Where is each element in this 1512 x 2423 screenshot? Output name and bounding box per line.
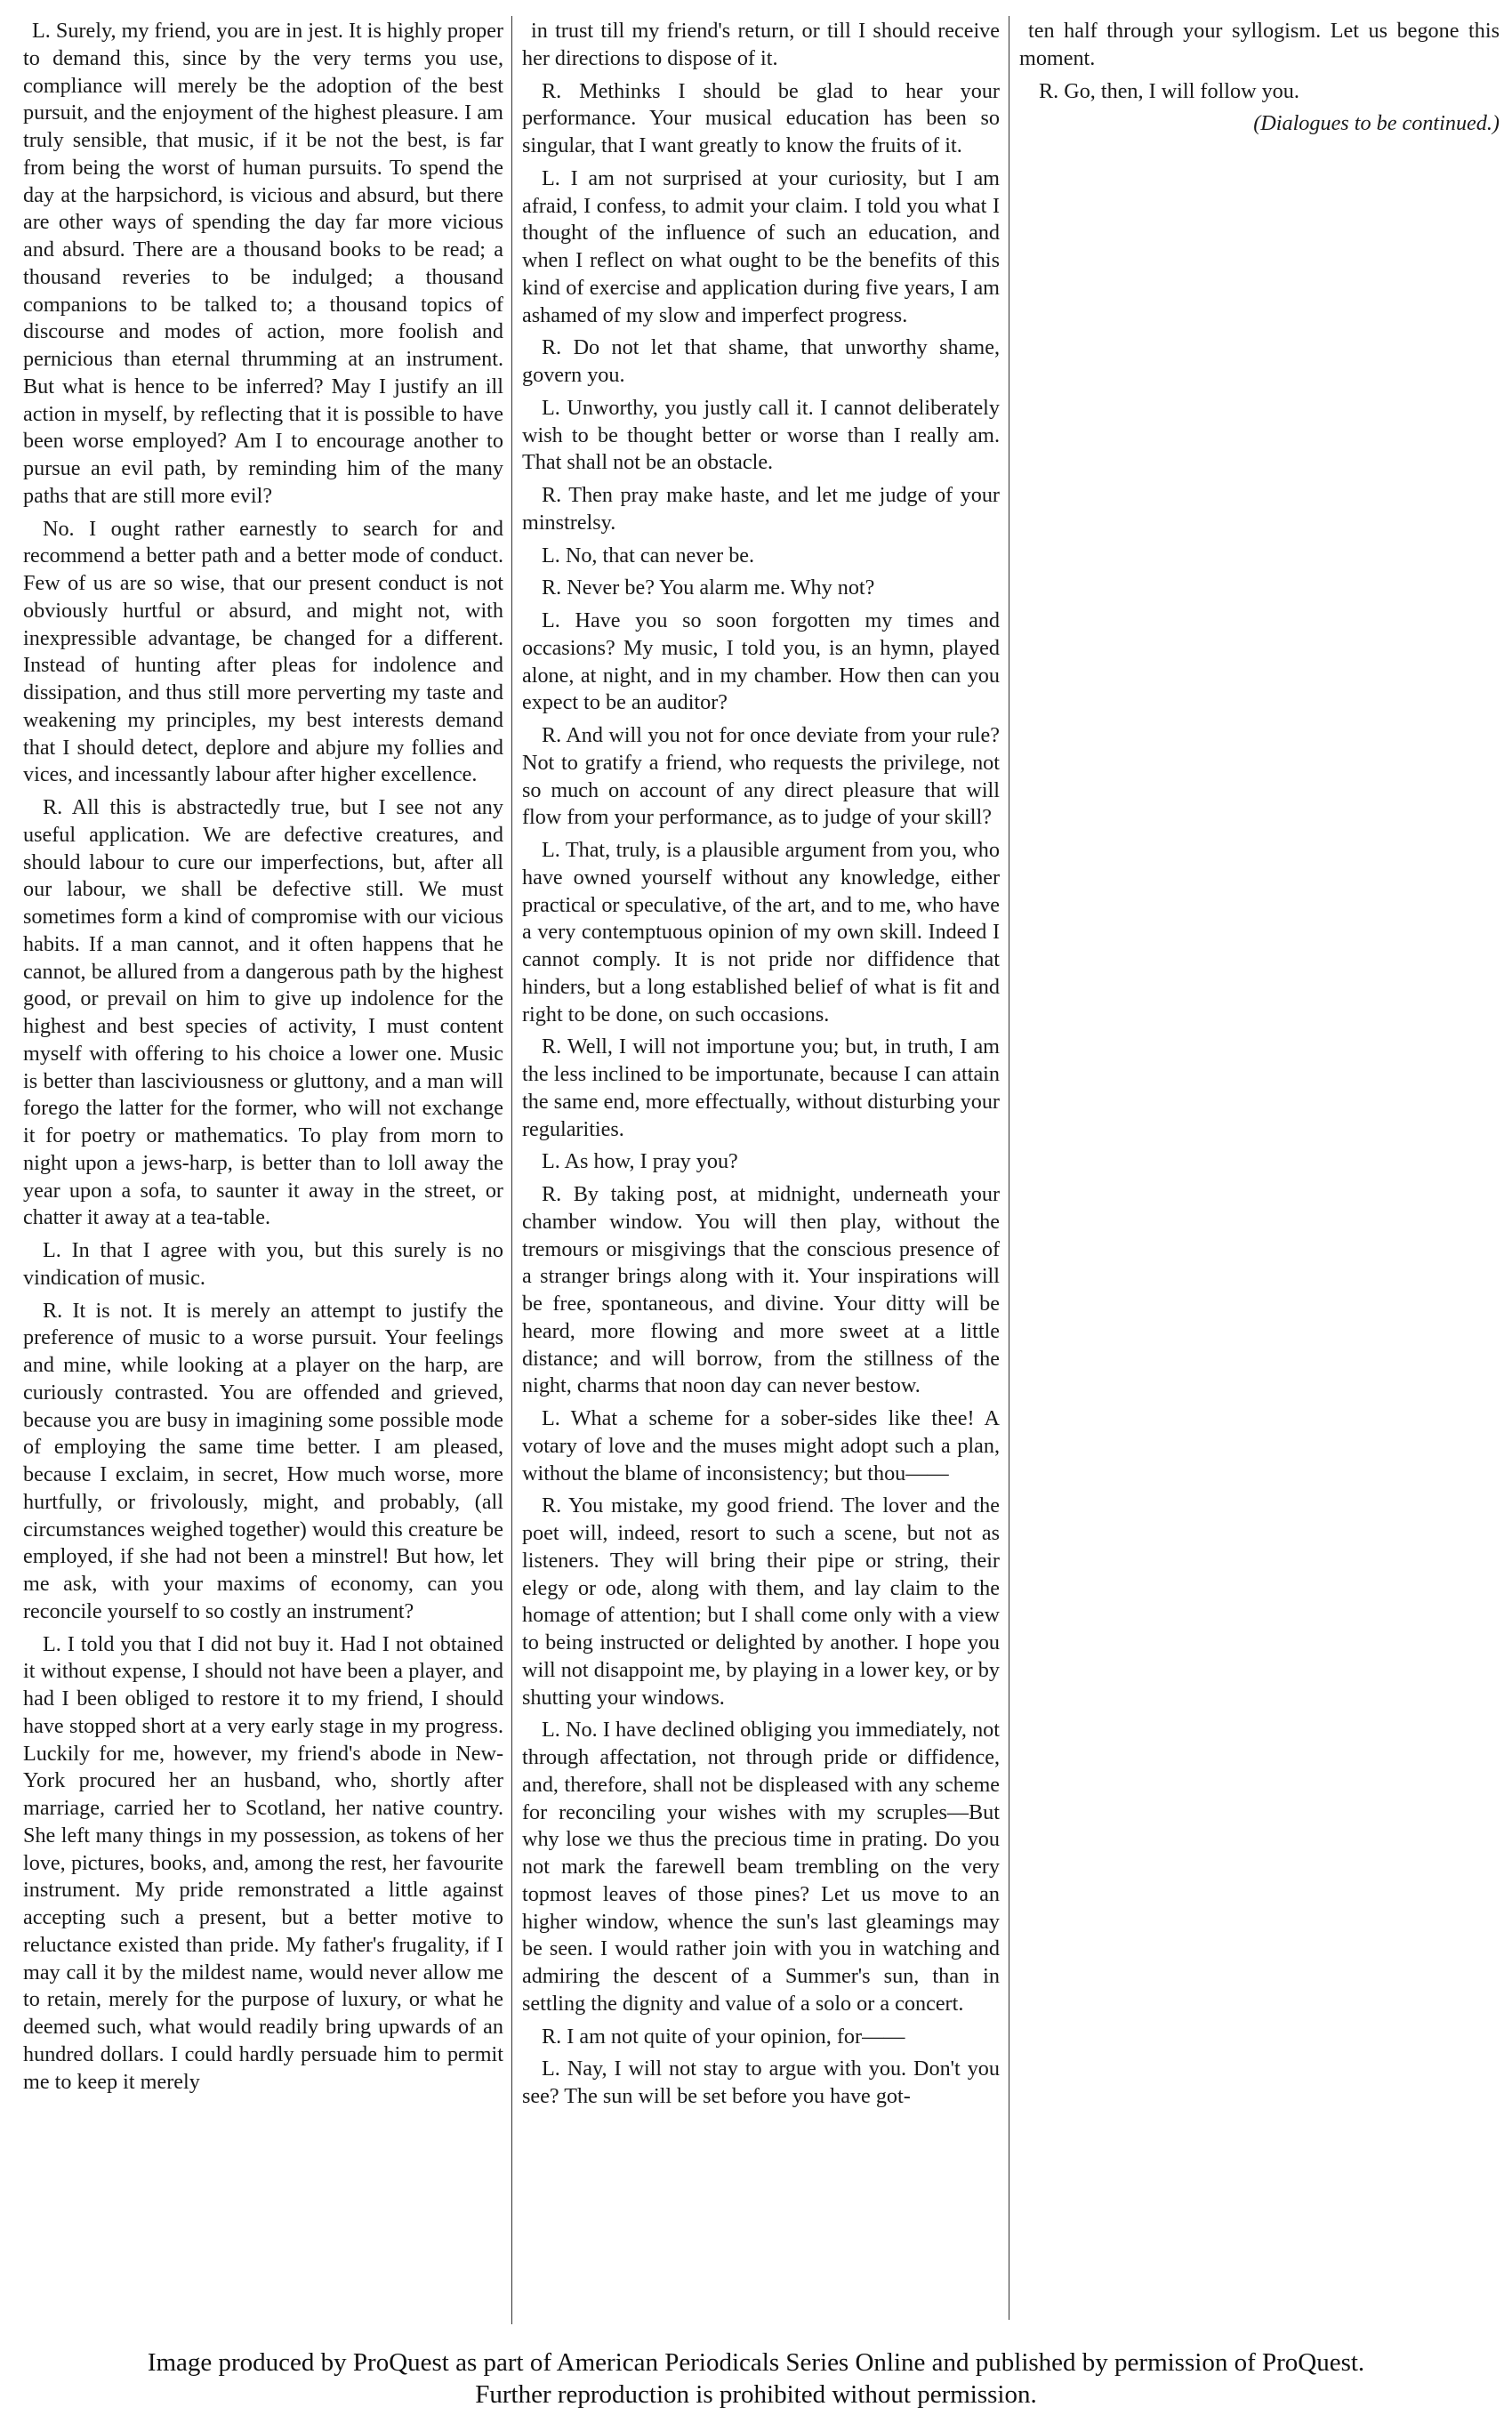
paragraph: R. I am not quite of your opinion, for——	[542, 2024, 905, 2049]
paragraph: R. You mistake, my good friend. The lover and the poet will, indeed, resort to such a scene, but not as listeners. They will bring their pipe or string, their elegy or ode, along with them, and lay claim to the homage of attention; but I shall come only with a view to being instructed or delighted by another. I hope you will not disappoint me, by playing in a lower key, or by shutting your windows.	[522, 1493, 1000, 1710]
paragraph: R. Do not let that shame, that unworthy shame, govern you.	[522, 335, 1000, 387]
paragraph: L. That, truly, is a plausible argument from you, who have owned yourself without any knowledge, either practical or speculative, of the art, and to me, who have a very contemptuous opinion of my own skill. Indeed I cannot comply. It is not pride nor diffidence that hinders, but a long established belief of what is fit and right to be done, on such occasions.	[522, 838, 1000, 1026]
paragraph: L. In that I agree with you, but this surely is no vindication of music.	[23, 1238, 503, 1290]
paragraph: R. It is not. It is merely an attempt to justify the preference of music to a worse pursuit. Your feelings and mine, while looking at a player on the harp, are curiously contrasted. You are offended and grieved, because you are busy in imagining some possible mode of employing the same time better. I am pleased, because I exclaim, in secret, How much worse, more hurtfully, or frivolously, might, and probably, (all circumstances weighed together) would this creature be employed, if she had not been a minstrel! But how, let me ask, with your maxims of economy, can you reconcile yourself to so costly an instrument?	[23, 1298, 503, 1623]
paragraph: R. All this is abstractedly true, but I see not any useful application. We are defective creatures, and should labour to cure our imperfections, but, after all our labour, we shall be defective still. We must sometimes form a kind of compromise with our vicious habits. If a man cannot, and it often happens that he cannot, be allured from a dangerous path by the highest good, or prevail on him to give up indolence for the highest and best species of activity, I must content myself with offering to his choice a lower one. Music is better than lasciviousness or gluttony, and a man will forego the latter for the former, who will not exchange it for poetry or mathematics. To play from morn to night upon a jews-harp, is better than to loll away the year upon a sofa, to saunter it away in the street, or chatter it away at a tea-table.	[23, 795, 503, 1230]
footer-line: Image produced by ProQuest as part of American Periodicals Series Online and published by permission of ProQuest.	[147, 2348, 1365, 2377]
paragraph: R. Methinks I should be glad to hear your performance. Your musical education has been so singular, that I want greatly to know the fruits of it.	[522, 78, 1000, 157]
column-divider	[511, 16, 512, 2324]
text-column-3	[1019, 18, 1500, 249]
paragraph: L. Unworthy, you justly call it. I cannot deliberately wish to be thought better or worse than I really am. That shall not be an obstacle.	[522, 395, 1000, 475]
paragraph: R. Go, then, I will follow you.	[1039, 78, 1299, 103]
paragraph: R. Then pray make haste, and let me judge of your minstrelsy.	[522, 483, 1000, 535]
paragraph: L. I am not surprised at your curiosity, but I am afraid, I confess, to admit your claim. I told you what I thought of the influence of such an education, and when I reflect on what ought to be the benefits of this kind of exercise and application during five years, I am ashamed of my slow and imperfect progress.	[522, 165, 1000, 327]
paragraph: L. As how, I pray you?	[542, 1149, 738, 1174]
text-column-2	[522, 18, 1000, 2322]
paragraph: L. Have you so soon forgotten my times and occasions? My music, I told you, is an hymn, played alone, at night, and in my chamber. How then can you expect to be an auditor?	[522, 608, 1000, 715]
paragraph: R. And will you not for once deviate from your rule? Not to gratify a friend, who requests the privilege, not so much on account of any direct pleasure that will flow from your performance, as to judge of your skill?	[522, 723, 1000, 830]
copyright-footer	[0, 2347, 1512, 2411]
continuation-note	[1019, 110, 1500, 138]
footer-line: Further reproduction is prohibited without permission.	[475, 2380, 1037, 2409]
continuation-text: (Dialogues to be continued.)	[1253, 111, 1500, 136]
paragraph: R. Never be? You alarm me. Why not?	[542, 576, 875, 600]
paragraph: L. Surely, my friend, you are in jest. It is highly proper to demand this, since by the very terms you use, compliance will merely be the adoption of the best pursuit, and the enjoyment of the highest pleasure. I am truly sensible, that music, if it be not the best, is far from being the worst of human pursuits. To spend the day at the harpsichord, is vicious and absurd, but there are other ways of spending the day far more vicious and absurd. There are a thousand books to be read; a thousand reveries to be indulged; a thousand companions to be talked to; a thousand topics of discourse and modes of action, more foolish and pernicious than eternal thrumming at an instrument. But what is hence to be inferred? May I justify an ill action in myself, by reflecting that it is possible to have been worse employed? Am I to encourage another to pursue an evil path, by reminding him of the many paths that are still more evil?	[23, 19, 503, 508]
paragraph: ten half through your syllogism. Let us begone this moment.	[1019, 19, 1500, 70]
paragraph: L. No, that can never be.	[542, 543, 755, 568]
paragraph: L. Nay, I will not stay to argue with you. Don't you see? The sun will be set before you have got-	[522, 2057, 1000, 2108]
paragraph: L. What a scheme for a sober-sides like thee! A votary of love and the muses might adopt such a plan, without the blame of inconsistency; but thou——	[522, 1406, 1000, 1485]
paragraph: R. By taking post, at midnight, underneath your chamber window. You will then play, without the tremours or misgivings that the conscious presence of a stranger brings along with it. Your inspirations will be free, spontaneous, and divine. Your ditty will be heard, more flowing and more sweet at a little distance; and will borrow, from the stillness of the night, charms that noon day can never bestow.	[522, 1182, 1000, 1398]
paragraph: L. No. I have declined obliging you immediately, not through affectation, not through pride or diffidence, and, therefore, shall not be displeased with any scheme for reconciling your wishes with my scruples—But why lose we thus the precious time in prating. Do you not mark the farewell beam trembling on the very topmost leaves of those pines? Let us move to an higher window, whence the sun's last gleamings may be seen. I would rather join with you in watching and admiring the descent of a Summer's sun, than in settling the dignity and value of a solo or a concert.	[522, 1718, 1000, 2016]
text-column-1	[23, 18, 503, 2322]
paragraph: No. I ought rather earnestly to search for and recommend a better path and a better mode of conduct. Few of us are so wise, that our present conduct is not obviously hurtful or absurd, and might not, with inexpressible advantage, be changed for a different. Instead of hunting after pleas for indolence and dissipation, and thus still more perverting my taste and weakening my principles, my best interests demand that I should detect, deplore and abjure my follies and vices, and incessantly labour after higher excellence.	[23, 516, 503, 787]
paragraph: R. Well, I will not importune you; but, in truth, I am the less inclined to be importunate, because I can attain the same end, more effectually, without disturbing your regularities.	[522, 1034, 1000, 1141]
paragraph: in trust till my friend's return, or till I should receive her directions to dispose of it.	[522, 19, 1000, 70]
paragraph: L. I told you that I did not buy it. Had I not obtained it without expense, I should not have been a player, and had I been obliged to restore it to my friend, I should have stopped short at a very early stage in my progress. Luckily for me, however, my friend's abode in New-York procured her an husband, who, shortly after marriage, carried her to Scotland, her native country. She left many things in my possession, as tokens of her love, pictures, books, and, among the rest, her favourite instrument. My pride remonstrated a little against accepting such a present, but a better motive to reluctance existed than pride. My father's frugality, if I may call it by the mildest name, would never allow me to retain, merely for the purpose of luxury, or what he deemed such, what would readily bring upwards of an hundred dollars. I could hardly persuade him to permit me to keep it merely	[23, 1631, 503, 2094]
